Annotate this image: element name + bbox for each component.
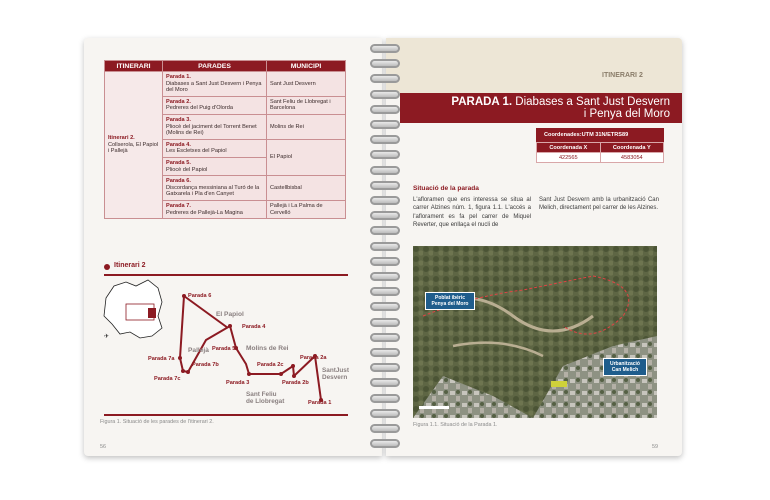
itinerary-cell <box>105 72 163 219</box>
aerial-photo-image <box>413 246 657 418</box>
spiral-ring <box>370 105 400 114</box>
stop-label: Parada 3. <box>166 116 191 123</box>
stop-cell <box>163 114 267 139</box>
stop-label-map: Parada 4 <box>242 324 266 330</box>
stop-cell <box>163 72 267 97</box>
spiral-ring <box>370 363 400 372</box>
spiral-ring <box>370 120 400 129</box>
col-header-itinerari: ITINERARI <box>105 61 163 72</box>
section-title: Itinerari 2 <box>114 262 146 269</box>
header-band <box>386 38 682 93</box>
stop-desc: Les Escletxes del Papiol <box>166 148 227 155</box>
itinerary-desc: Collserola, El Papiol i Pallejà <box>108 141 159 155</box>
inset-locator-map <box>104 280 162 338</box>
stop-title-line1 <box>400 96 670 108</box>
stop-label: Parada 6. <box>166 178 191 185</box>
spiral-ring <box>370 333 400 342</box>
municipi-cell: Castellbisbal <box>267 176 346 201</box>
stop-cell <box>163 139 267 157</box>
spiral-ring <box>370 439 400 448</box>
stop-label-map: Parada 2b <box>282 380 309 386</box>
spiral-ring <box>370 44 400 53</box>
spiral-ring <box>370 74 400 83</box>
coordinates-value-row <box>537 153 664 163</box>
spiral-ring <box>370 166 400 175</box>
municipi-cell: El Papiol <box>267 139 346 175</box>
spiral-ring <box>370 378 400 387</box>
stop-label-map: Parada 2c <box>257 362 284 368</box>
coord-x-header: Coordenada X <box>537 143 601 153</box>
municipi-cell: Pallejà i La Palma de Cervelló <box>267 200 346 218</box>
spiral-ring <box>370 272 400 281</box>
town-label: Pallejà <box>188 347 209 354</box>
table-row <box>105 72 346 97</box>
stop-label-map: Parada 3 <box>226 380 250 386</box>
paragraph-right: Sant Just Desvern amb la urbanització Can Melich, directament pel carrer de les Alzines. <box>539 197 659 212</box>
spiral-ring <box>370 242 400 251</box>
stop-label-map: Parada 2a <box>300 355 327 361</box>
stop-label-map: Parada 7c <box>154 376 181 382</box>
town-label: El Papiol <box>216 311 244 318</box>
stop-desc: Pliocè del Papiol <box>166 166 208 173</box>
map-bottom-divider <box>104 414 348 416</box>
aerial-photo <box>413 246 657 418</box>
spiral-ring <box>370 409 400 418</box>
stop-desc: Discordança messiniana al Turó de la Gatxarela i Pla d'en Canyet <box>166 184 260 198</box>
stop-label-map: Parada 6 <box>188 293 212 299</box>
spiral-ring <box>370 196 400 205</box>
itinerary-name: Itinerari 2. <box>108 135 135 142</box>
stop-label: Parada 7. <box>166 202 191 209</box>
table-header-row <box>105 61 346 72</box>
figure-caption: Figura 1. Situació de les parades de l'itinerari 2. <box>100 419 214 425</box>
section-bullet-icon <box>104 264 110 270</box>
col-header-parades: PARADES <box>163 61 267 72</box>
stop-desc: Pliocè del jaciment del Torrent Benet (Molins de Rei) <box>166 123 257 137</box>
stop-label: Parada 5. <box>166 159 191 166</box>
spiral-ring <box>370 90 400 99</box>
stop-desc: Diabases a Sant Just Desvern i Penya del Moro <box>166 80 262 94</box>
coordinates-header-row <box>537 143 664 153</box>
photo-caption: Figura 1.1. Situació de la Parada 1. <box>413 422 498 428</box>
stop-label-map: Parada 7a <box>148 356 175 362</box>
page-number-right: 59 <box>652 444 658 450</box>
stop-cell <box>163 200 267 218</box>
col-header-municipi: MUNICIPI <box>267 61 346 72</box>
stop-title-rest: Diabases a Sant Just Desvern <box>515 96 670 108</box>
spiral-binding <box>370 44 400 454</box>
spiral-ring <box>370 59 400 68</box>
spiral-ring <box>370 181 400 190</box>
spiral-ring <box>370 287 400 296</box>
stop-label: Parada 1. <box>166 74 191 80</box>
stop-desc: Pedreres del Puig d'Olorda <box>166 105 233 112</box>
section-subheading: Situació de la parada <box>413 185 479 192</box>
municipi-cell: Sant Just Desvern <box>267 72 346 97</box>
spiral-ring <box>370 424 400 433</box>
spiral-ring <box>370 226 400 235</box>
spiral-ring <box>370 135 400 144</box>
stop-cell <box>163 96 267 114</box>
page-number: 56 <box>100 444 106 450</box>
spiral-ring <box>370 348 400 357</box>
stop-label-map: Parada 1 <box>308 400 332 406</box>
stop-title-bar <box>400 93 682 123</box>
stop-label: Parada 2. <box>166 98 191 105</box>
stop-title-bold: PARADA 1. <box>451 96 513 108</box>
spiral-ring <box>370 257 400 266</box>
coordinates-box <box>536 128 664 163</box>
stop-label: Parada 4. <box>166 141 191 148</box>
stop-label-map: Parada 7b <box>192 362 219 368</box>
stop-cell <box>163 176 267 201</box>
town-label-santjust: SantJust Desvern <box>322 367 349 381</box>
spiral-ring <box>370 302 400 311</box>
photo-label-left: Poblat ibèric Penya del Moro <box>425 292 475 310</box>
paragraph-left: L'afloramen que ens interessa se situa al carrer Alzines núm. 1, figura 1.1. L'accés a l'aflorament es fa pel carrer de Miquel Reverter, que enllaça el nucli de <box>413 197 531 229</box>
town-label: Molins de Rei <box>246 345 289 352</box>
stop-title-line2: i Penya del Moro <box>583 108 670 120</box>
coordinates-table <box>536 142 664 163</box>
coordinates-header: Coordenades:UTM 31N/ETRS89 <box>544 132 629 138</box>
route-map <box>96 276 356 414</box>
spiral-ring <box>370 211 400 220</box>
municipi-cell: Molins de Rei <box>267 114 346 139</box>
north-arrow-icon: ✈ <box>104 334 110 340</box>
stop-label-map: Parada 5 <box>212 346 236 352</box>
coord-y-header: Coordenada Y <box>600 143 663 153</box>
stop-cell <box>163 157 267 175</box>
spiral-ring <box>370 318 400 327</box>
coord-y-value: 4583054 <box>600 153 663 163</box>
photo-label-right: Urbanització Can Melich <box>603 358 647 376</box>
spiral-ring <box>370 150 400 159</box>
municipi-cell: Sant Feliu de Llobregat i Barcelona <box>267 96 346 114</box>
itinerary-label: ITINERARI 2 <box>602 72 643 79</box>
town-label-sant-feliu: Sant Feliu de Llobregat <box>246 391 285 405</box>
stops-table <box>104 60 346 219</box>
coord-x-value: 422565 <box>537 153 601 163</box>
spiral-ring <box>370 394 400 403</box>
stop-desc: Pedreres de Pallejà-La Magina <box>166 209 243 216</box>
